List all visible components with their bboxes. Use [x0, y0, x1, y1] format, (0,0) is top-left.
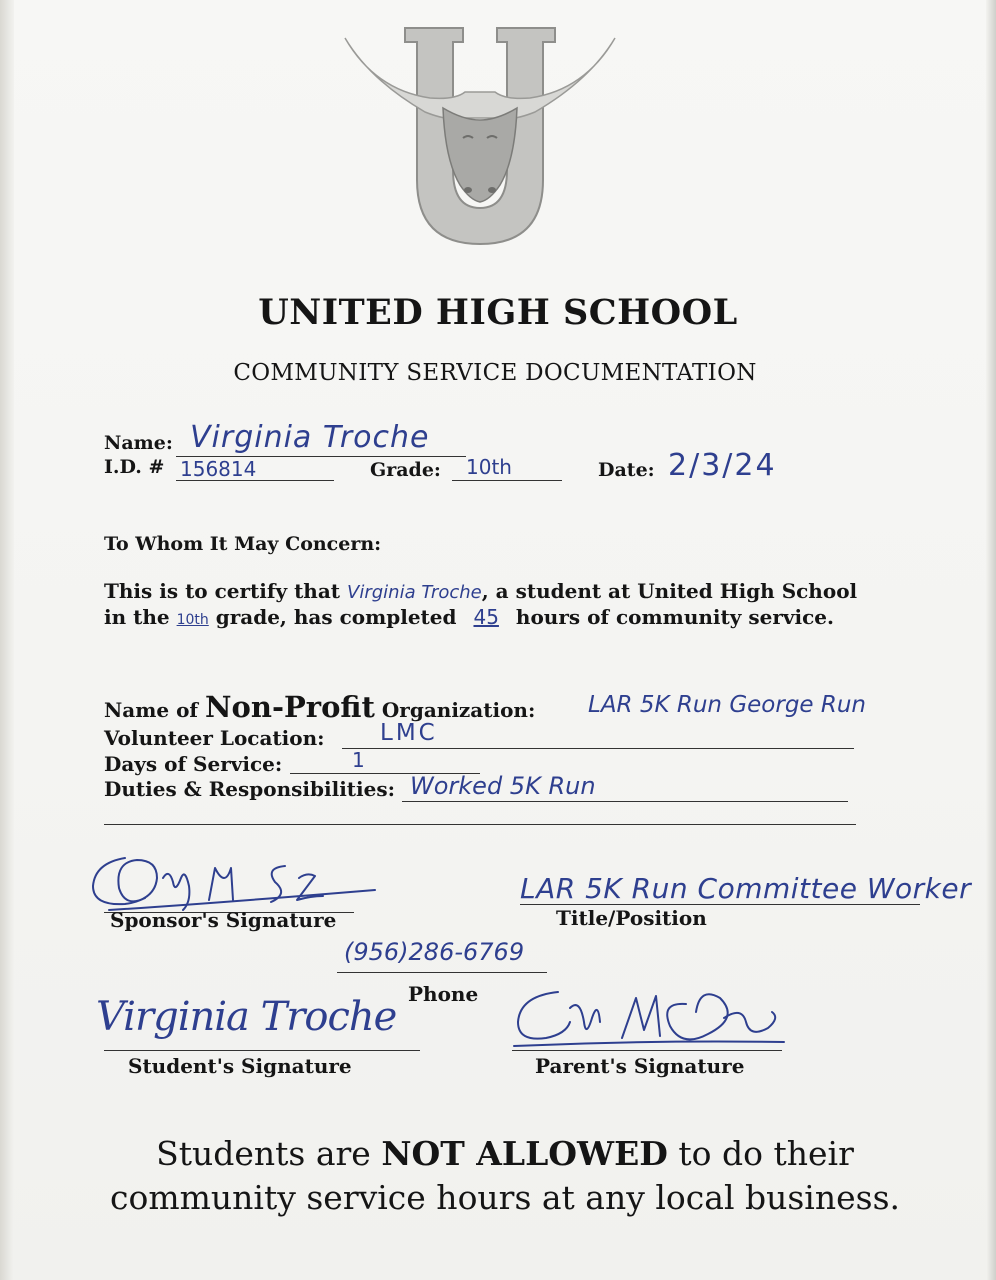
- duties-line-2: [104, 824, 856, 825]
- duties-label: Duties & Responsibilities:: [104, 777, 395, 801]
- phone-value[interactable]: (956)286-6769: [344, 938, 525, 966]
- non-profit-label: Non-Profit: [205, 690, 375, 724]
- certify-grade[interactable]: 10th: [176, 612, 209, 628]
- grade-line: [452, 480, 562, 481]
- certify-prefix: This is to certify that: [104, 579, 341, 603]
- title-value[interactable]: LAR 5K Run Committee Worker: [520, 872, 972, 905]
- document-title: COMMUNITY SERVICE DOCUMENTATION: [233, 360, 757, 386]
- student-line: [104, 1050, 420, 1051]
- organization-line: [104, 690, 535, 724]
- longhorn-u-logo: [335, 20, 625, 250]
- student-signature-label: Student's Signature: [128, 1054, 352, 1078]
- parent-signature-label: Parent's Signature: [535, 1054, 745, 1078]
- name-of-label: Name of: [104, 698, 199, 722]
- location-line: [342, 748, 854, 749]
- parent-line: [512, 1050, 782, 1051]
- organization-label: Organization:: [381, 698, 536, 722]
- certify-suffix: , a student at United High School: [481, 579, 858, 603]
- title-line: [520, 904, 920, 905]
- certify-line-2: [104, 605, 834, 629]
- phone-line: [337, 972, 547, 973]
- certify-middle: grade, has completed: [215, 605, 457, 629]
- certify-suffix-2: hours of community service.: [515, 605, 834, 629]
- date-value[interactable]: 2/3/24: [668, 448, 777, 483]
- footer-notice-line-2: community service hours at any local business.: [109, 1178, 901, 1217]
- days-label: Days of Service:: [104, 752, 283, 776]
- student-signature[interactable]: Virginia Troche: [96, 994, 397, 1040]
- logo-letter: U: [479, 80, 481, 81]
- location-label: Volunteer Location:: [104, 726, 325, 750]
- certify-hours[interactable]: 45: [473, 605, 499, 629]
- id-label: I.D. #: [104, 456, 165, 478]
- date-label: Date:: [598, 459, 655, 481]
- school-name: UNITED HIGH SCHOOL: [258, 292, 738, 333]
- footer-part-2: to do their: [678, 1134, 854, 1173]
- title-position-label: Title/Position: [556, 906, 707, 930]
- name-value[interactable]: Virginia Troche: [190, 420, 430, 455]
- duties-value[interactable]: Worked 5K Run: [410, 772, 596, 800]
- grade-value[interactable]: 10th: [466, 455, 512, 479]
- footer-emphasis: NOT ALLOWED: [381, 1134, 668, 1173]
- certify-line-1: [104, 579, 857, 603]
- phone-label: Phone: [408, 982, 479, 1006]
- paper-edge-left: [0, 0, 14, 1280]
- name-label: Name:: [104, 432, 173, 454]
- parent-signature-graphic: [510, 978, 790, 1058]
- footer-notice-line-1: [0, 1134, 996, 1173]
- location-value[interactable]: LMC: [380, 720, 438, 746]
- salutation: To Whom It May Concern:: [104, 533, 382, 555]
- id-value[interactable]: 156814: [180, 457, 257, 481]
- days-value[interactable]: 1: [352, 748, 365, 772]
- organization-value[interactable]: LAR 5K Run George Run: [588, 692, 867, 718]
- paper-edge-right: [986, 0, 996, 1280]
- grade-label: Grade:: [370, 459, 441, 481]
- certify-in-the: in the: [104, 605, 170, 629]
- certify-name[interactable]: Virginia Troche: [347, 582, 482, 603]
- duties-line: [402, 801, 848, 802]
- footer-part-1: Students are: [156, 1134, 371, 1173]
- sponsor-signature-label: Sponsor's Signature: [110, 908, 337, 932]
